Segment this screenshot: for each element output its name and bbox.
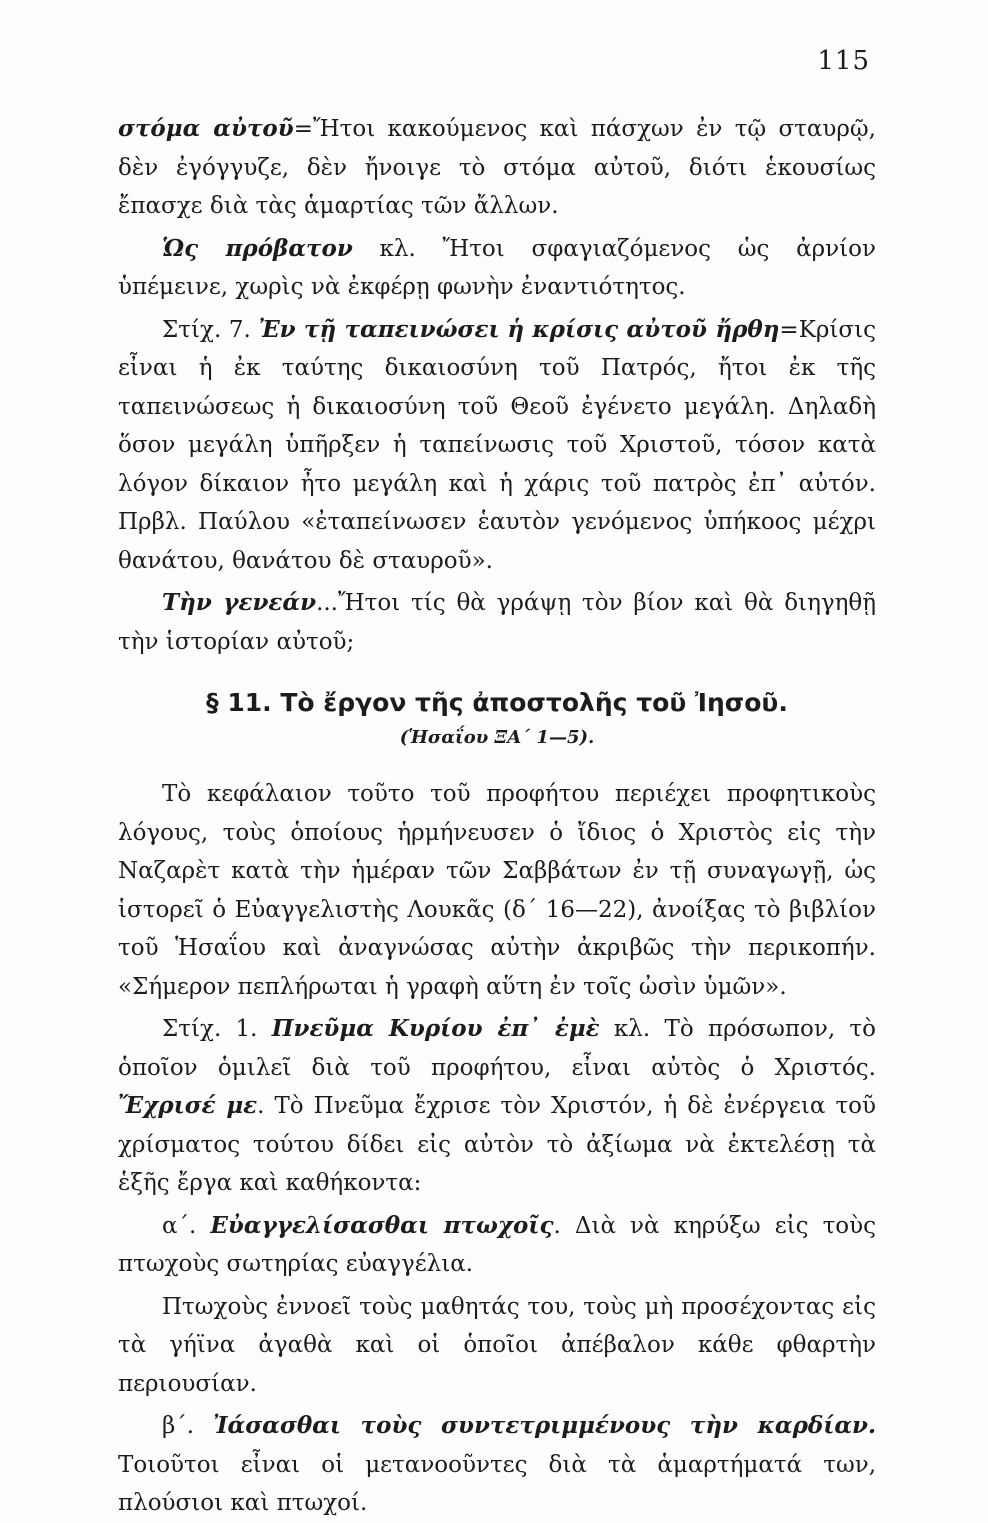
paragraph-text: =Κρίσις εἶναι ἡ ἐκ ταύτης δικαιοσύνη τοῦ Πατρός, ἤτοι ἐκ τῆς ταπεινώσεως ἡ δικαιοσύνη τοῦ Θεοῦ ἐγένετο μεγάλη. Δηλαδὴ ὅσον μεγάλη ὑπῆρξεν ἡ ταπείνωσις τοῦ Χριστοῦ, τόσον κατὰ λόγον δίκαιον ἦτο μεγάλη καὶ ἡ χάρις τοῦ πατρὸς ἐπ᾽ αὐτόν. Πρβλ. Παύλου «ἐταπείνωσεν ἑαυτὸν γενόμενος ὑπήκοος μέχρι θανάτου, θανάτου δὲ σταυροῦ». <box>118 316 877 574</box>
paragraph-2 <box>118 230 876 307</box>
keyword: Τὴν γενεάν <box>162 589 317 616</box>
keyword: ἡ κρίσις αὐτοῦ ἤρθη <box>507 315 780 343</box>
item-marker: β΄. <box>162 1413 214 1439</box>
paragraph-text: κλ. Τὸ πρόσωπον, τὸ ὁποῖον ὁμιλεῖ διὰ τοῦ προφήτου, εἶναι αὐτὸς ὁ Χριστός. <box>118 1016 876 1081</box>
paragraph-5: Τὸ κεφάλαιον τοῦτο τοῦ προφήτου περιέχει προφητικοὺς λόγους, τοὺς ὁποίους ἡρμήνευσεν ὁ ἴδιος ὁ Χριστὸς εἰς τὴν Ναζαρὲτ κατὰ τὴν ἡμέραν τῶν Σαββάτων ἐν τῇ συναγωγῇ, ὡς ἱστορεῖ ὁ Εὐαγγελιστὴς Λουκᾶς (δ΄ 16—22), ἀνοίξας τὸ βιβλίον τοῦ Ἡσαΐου καὶ ἀναγνώσας αὐτὴν ἀκριβῶς τὴν περικοπήν. «Σήμερον πεπλήρωται ἡ γραφὴ αὕτη ἐν τοῖς ὠσὶν ὑμῶν». <box>118 781 876 1000</box>
page-number: 115 <box>817 46 870 76</box>
keyword: Ἰάσασθαι τοὺς συντετριμμένους τὴν καρδίαν. <box>213 1412 877 1439</box>
verse-ref: Στίχ. 7. <box>162 316 259 343</box>
paragraph-text: Τοιοῦτοι εἶναι οἱ μετανοοῦντες διὰ τὰ ἁμαρτήματά των, πλούσιοι καὶ πτωχοί. <box>118 1451 876 1516</box>
section-heading: § 11. Τὸ ἔργον τῆς ἀποστολῆς τοῦ Ἰησοῦ. <box>206 688 788 717</box>
keyword: Ἐν τῇ ταπεινώσει <box>258 315 500 343</box>
paragraph-text: . Διὰ νὰ κηρύξω εἰς τοὺς πτωχοὺς σωτηρίας εὐαγγέλια. <box>118 1212 877 1277</box>
section-subheading: (Ἡσαΐου ΞΑ΄ 1—5). <box>399 727 595 748</box>
paragraph-text: =Ἤτοι κακούμενος καὶ πάσχων ἐν τῷ σταυρῷ, δὲν ἐγόγγυζε, δὲν ἤνοιγε τὸ στόμα αὐτοῦ, διότι ἑκουσίως ἔπασχε διὰ τὰς ἁμαρτίας τῶν ἄλλων. <box>118 116 876 219</box>
keyword: Εὐαγγελίσασθαι πτωχοῖς <box>210 1211 554 1239</box>
paragraph-6 <box>118 1010 876 1203</box>
keyword: Ἔχρισέ με <box>118 1092 258 1119</box>
keyword: Ὡς πρόβατον <box>162 234 353 262</box>
paragraph-1 <box>118 110 876 226</box>
paragraph-text: ...Ἤτοι τίς θὰ γράψῃ τὸν βίον καὶ θὰ διηγηθῇ τὴν ἱστορίαν αὐτοῦ; <box>118 590 876 655</box>
keyword: στόμα αὐτοῦ <box>118 115 294 142</box>
page-body <box>118 110 876 1523</box>
paragraph-text: . Τὸ Πνεῦμα ἔχρισε τὸν Χριστόν, ἡ δὲ ἐνέργεια τοῦ χρίσματος τούτου δίδει εἰς αὐτὸν τὸ ἀξίωμα νὰ ἐκτελέσῃ τὰ ἑξῆς ἔργα καὶ καθήκοντα: <box>118 1093 876 1196</box>
paragraph-7 <box>118 1207 876 1284</box>
paragraph-4 <box>118 584 876 661</box>
keyword: Πνεῦμα Κυρίου ἐπ᾽ ἐμὲ <box>271 1015 600 1042</box>
paragraph-3 <box>118 311 876 581</box>
paragraph-text: κλ. Ἤτοι σφαγιαζόμενος ὡς ἀρνίον ὑπέμεινε, χωρὶς νὰ ἐκφέρῃ φωνὴν ἐναντιότητος. <box>118 235 877 300</box>
paragraph-9 <box>118 1407 876 1523</box>
verse-ref: Στίχ. 1. <box>162 1016 272 1042</box>
paragraph-8: Πτωχοὺς ἐννοεῖ τοὺς μαθητάς του, τοὺς μὴ προσέχοντας εἰς τὰ γήϊνα ἀγαθὰ καὶ οἱ ὁποῖοι ἀπέβαλον κάθε φθαρτὴν περιουσίαν. <box>118 1293 876 1397</box>
item-marker: α΄. <box>162 1212 211 1239</box>
